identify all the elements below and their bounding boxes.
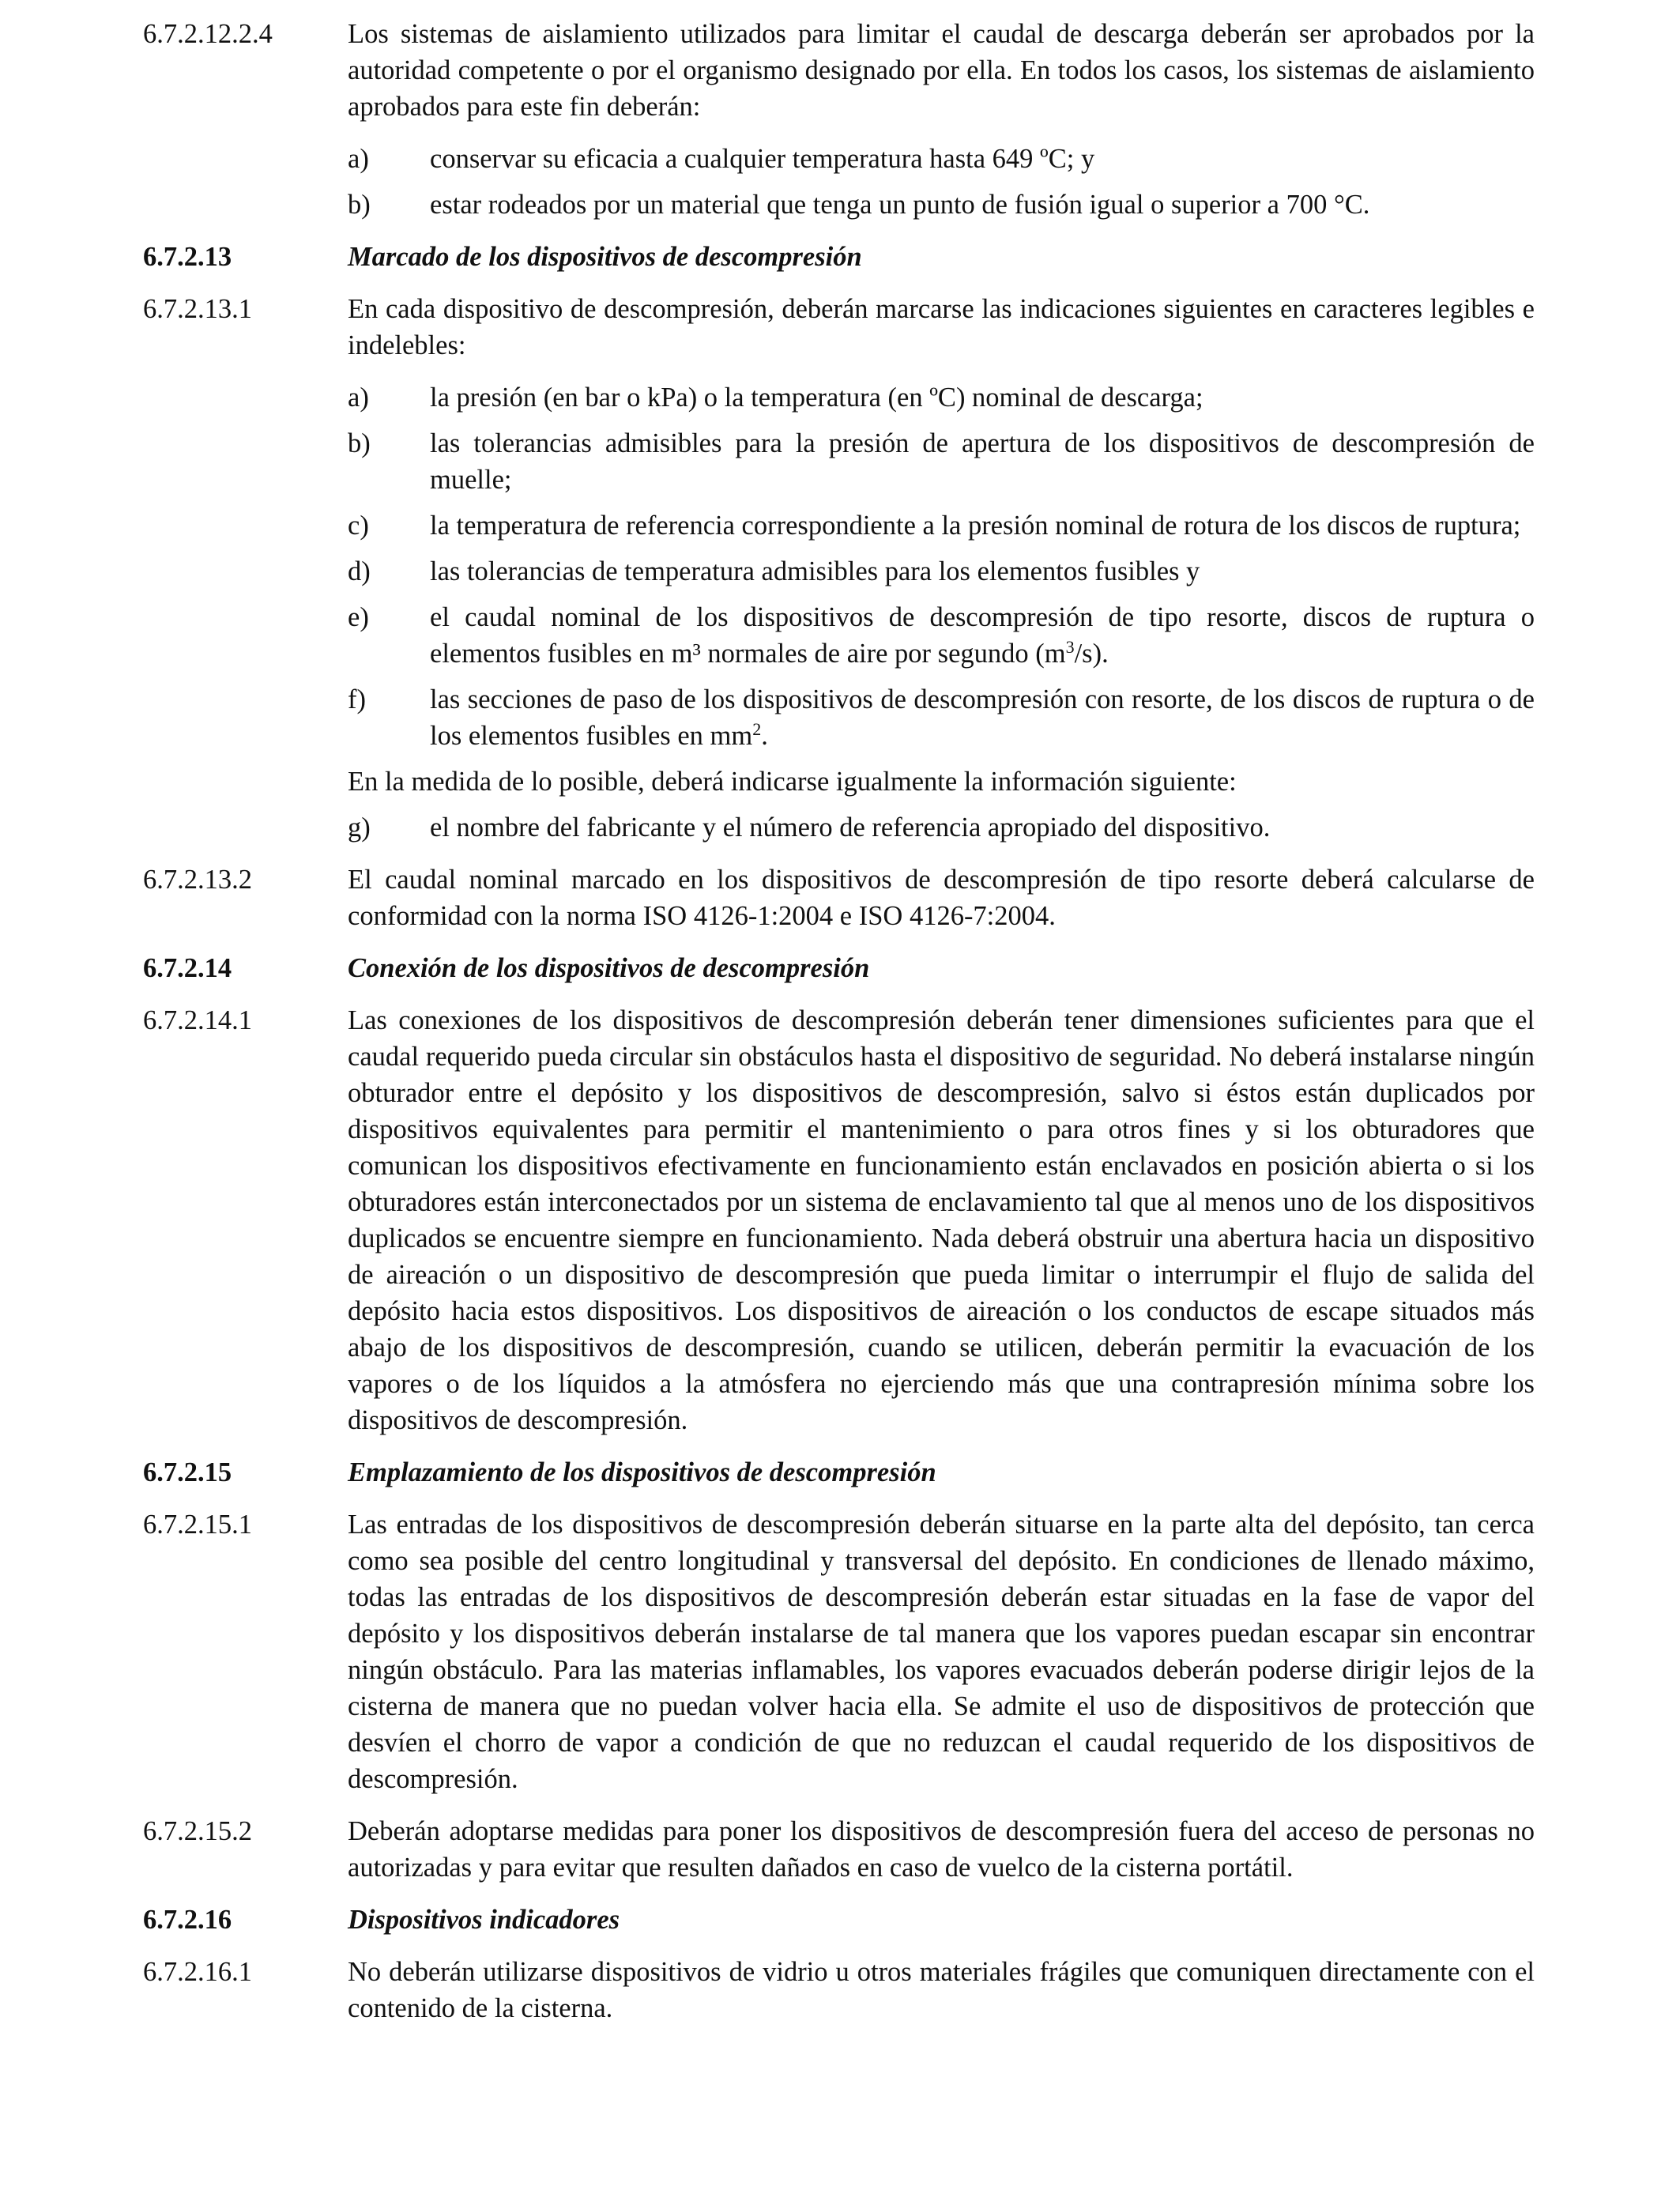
section-number: 6.7.2.16 (143, 1905, 232, 1935)
section-note: En la medida de lo posible, deberá indicarse igualmente la información siguiente: (348, 767, 1237, 797)
section-6-7-2-14-1 (0, 1002, 1680, 1438)
section-6-7-2-12-2-4 (0, 16, 1680, 223)
section-number: 6.7.2.16.1 (143, 1957, 252, 1987)
item-list (348, 379, 1535, 754)
section-text: Las conexiones de los dispositivos de descompresión deberán tener dimensiones suficientes para que el caudal requerido pueda circular sin obstáculos hasta el dispositivo de seguridad. No deberá instalarse ningún obturador entre el depósito y los dispositivos de descompresión, salvo si éstos están duplicados por dispositivos equivalentes para permitir el mantenimiento o para otros fines y si los obturadores que comunican los dispositivos efectivamente en funcionamiento están enclavados en posición abierta o si los obturadores están interconectados por un sistema de enclavamiento tal que al menos uno de los dispositivos duplicados se encuentre siempre en funcionamiento. Nada deberá obstruir una abertura hacia un dispositivo de aireación o un dispositivo de descompresión que pueda limitar o interrumpir el flujo de salida del depósito hacia estos dispositivos. Los dispositivos de aireación o los conductos de escape situados más abajo de los dispositivos de descompresión, cuando se utilicen, deberán permitir la evacuación de los vapores o de los líquidos a la atmósfera no ejerciendo más que una contrapresión mínima sobre los dispositivos de descompresión. (348, 1005, 1535, 1435)
item-label: f) (348, 684, 366, 714)
section-heading: Emplazamiento de los dispositivos de descompresión (348, 1457, 936, 1487)
section-number: 6.7.2.13 (143, 242, 232, 272)
list-item (348, 507, 1535, 544)
section-number: 6.7.2.14.1 (143, 1005, 252, 1035)
section-number: 6.7.2.12.2.4 (143, 19, 273, 49)
section-6-7-2-16-1 (0, 1954, 1680, 2026)
item-text-tail: . (761, 721, 768, 751)
item-text-main: las secciones de paso de los dispositivos de descompresión con resorte, de los discos de ruptura o de los elementos fusibles en mm (430, 684, 1535, 751)
document-page (0, 16, 1680, 2042)
item-label: b) (348, 190, 371, 220)
section-text: Deberán adoptarse medidas para poner los dispositivos de descompresión fuera del acceso de personas no autorizadas y para evitar que resulten dañados en caso de vuelco de la cisterna portátil. (348, 1816, 1535, 1883)
item-text-main: el caudal nominal de los dispositivos de descompresión de tipo resorte, discos de ruptura o elementos fusibles en m³ normales de aire por segundo (m (430, 602, 1535, 669)
item-text-tail: /s). (1074, 639, 1109, 669)
section-text: El caudal nominal marcado en los dispositivos de descompresión de tipo resorte deberá calcularse de conformidad con la norma ISO 4126-1:2004 e ISO 4126-7:2004. (348, 865, 1535, 931)
heading-6-7-2-16 (0, 1902, 1680, 1938)
list-item (348, 553, 1535, 590)
list-item (348, 599, 1535, 672)
item-text: estar rodeados por un material que tenga un punto de fusión igual o superior a 700 °C. (430, 190, 1370, 220)
section-6-7-2-13-2 (0, 861, 1680, 934)
item-label: b) (348, 428, 371, 458)
item-label: d) (348, 556, 371, 586)
item-text: las tolerancias de temperatura admisibles para los elementos fusibles y (430, 556, 1200, 586)
superscript: 3 (1065, 637, 1075, 657)
section-text: Los sistemas de aislamiento utilizados para limitar el caudal de descarga deberán ser aprobados por la autoridad competente o por el organismo designado por ella. En todos los casos, los sistemas de aislamiento aprobados para este fin deberán: (348, 19, 1535, 122)
item-text: el nombre del fabricante y el número de referencia apropiado del dispositivo. (430, 812, 1271, 843)
list-item (348, 187, 1535, 223)
item-label: g) (348, 812, 371, 843)
item-text (430, 684, 1535, 751)
section-text: En cada dispositivo de descompresión, deberán marcarse las indicaciones siguientes en caracteres legibles e indelebles: (348, 294, 1535, 360)
item-text (430, 602, 1535, 669)
section-heading: Dispositivos indicadores (348, 1905, 620, 1935)
section-heading: Conexión de los dispositivos de descompresión (348, 953, 870, 983)
section-number: 6.7.2.13.2 (143, 865, 252, 895)
item-list (348, 809, 1535, 846)
heading-6-7-2-15 (0, 1454, 1680, 1491)
section-number: 6.7.2.14 (143, 953, 232, 983)
item-text: conservar su eficacia a cualquier temperatura hasta 649 ºC; y (430, 144, 1095, 174)
list-item (348, 425, 1535, 498)
section-number: 6.7.2.15 (143, 1457, 232, 1487)
list-item (348, 809, 1535, 846)
item-text: la temperatura de referencia correspondiente a la presión nominal de rotura de los discos de ruptura; (430, 511, 1521, 541)
list-item (348, 141, 1535, 177)
section-6-7-2-15-1 (0, 1506, 1680, 1797)
section-number: 6.7.2.15.1 (143, 1510, 252, 1540)
item-label: a) (348, 144, 369, 174)
heading-6-7-2-13 (0, 239, 1680, 275)
item-list (348, 141, 1535, 223)
section-number: 6.7.2.15.2 (143, 1816, 252, 1846)
item-label: a) (348, 383, 369, 413)
item-label: e) (348, 602, 369, 632)
section-text: Las entradas de los dispositivos de descompresión deberán situarse en la parte alta del depósito, tan cerca como sea posible del centro longitudinal y transversal del depósito. En condiciones de llenado máximo, todas las entradas de los dispositivos de descompresión deberán estar situadas en la fase de vapor del depósito y los dispositivos deberán instalarse de tal manera que los vapores puedan escapar sin encontrar ningún obstáculo. Para las materias inflamables, los vapores evacuados deberán poderse dirigir lejos de la cisterna de manera que no puedan volver hacia ella. Se admite el uso de dispositivos de protección que desvíen el chorro de vapor a condición de que no reduzcan el caudal requerido de los dispositivos de descompresión. (348, 1510, 1535, 1794)
section-6-7-2-15-2 (0, 1813, 1680, 1886)
item-label: c) (348, 511, 369, 541)
item-text: las tolerancias admisibles para la presión de apertura de los dispositivos de descompresión de muelle; (430, 428, 1535, 495)
list-item (348, 379, 1535, 416)
section-6-7-2-13-1 (0, 291, 1680, 846)
section-number: 6.7.2.13.1 (143, 294, 252, 324)
superscript: 2 (752, 719, 762, 739)
section-text: No deberán utilizarse dispositivos de vidrio u otros materiales frágiles que comuniquen directamente con el contenido de la cisterna. (348, 1957, 1535, 2023)
item-text: la presión (en bar o kPa) o la temperatura (en ºC) nominal de descarga; (430, 383, 1203, 413)
heading-6-7-2-14 (0, 950, 1680, 986)
list-item (348, 681, 1535, 754)
section-heading: Marcado de los dispositivos de descompresión (348, 242, 862, 272)
